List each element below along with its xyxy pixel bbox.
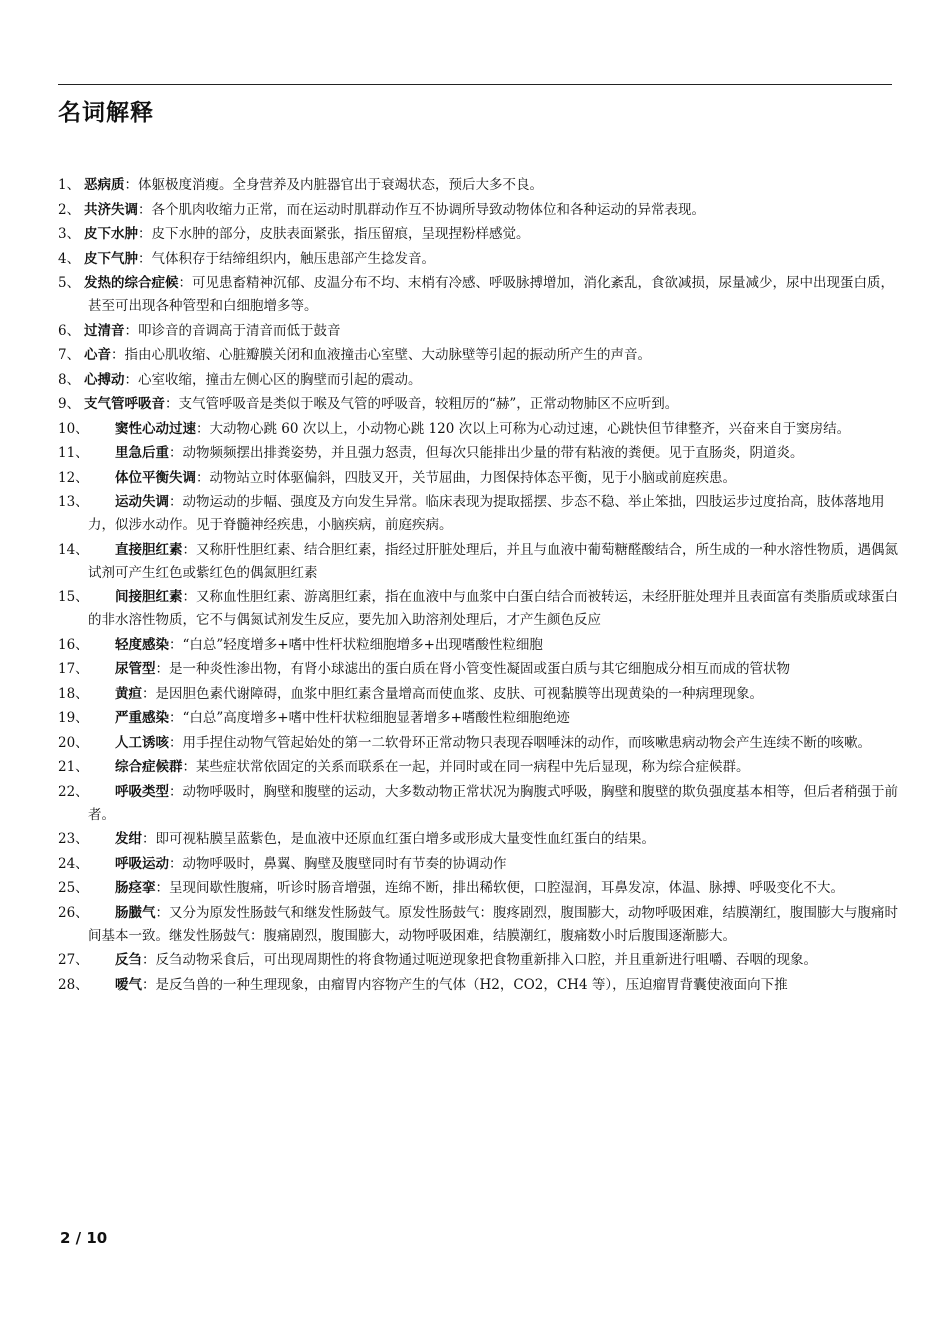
term-word: 人工诱咳 bbox=[115, 734, 169, 751]
term-definition: ：体躯极度消瘦。全身营养及内脏器官出于衰竭状态，预后大多不良。 bbox=[124, 177, 543, 193]
term-definition: ：呈现间歇性腹痛，听诊时肠音增强，连绵不断，排出稀软便，口腔湿润，耳鼻发凉，体温、脉搏、呼吸变化不大。 bbox=[155, 880, 844, 896]
term-word: 共济失调 bbox=[84, 201, 138, 218]
term-word: 心音 bbox=[84, 347, 111, 363]
term-word: 里急后重 bbox=[115, 445, 169, 461]
item-number: 16、 bbox=[58, 636, 89, 653]
item-number: 22、 bbox=[58, 783, 89, 800]
item-number: 26、 bbox=[58, 904, 89, 921]
term-word: 皮下气肿 bbox=[84, 250, 138, 267]
item-number: 18、 bbox=[58, 685, 89, 702]
term-word: 肠臌气 bbox=[115, 904, 156, 921]
term-definition: ：“白总”轻度增多+嗜中性杆状粒细胞增多+出现嗜酸性粒细胞 bbox=[169, 636, 543, 653]
list-item bbox=[58, 393, 904, 416]
term-word: 嗳气 bbox=[115, 976, 142, 993]
list-item bbox=[58, 369, 904, 392]
list-item bbox=[58, 223, 904, 246]
item-number: 2、 bbox=[58, 201, 81, 218]
term-definition: ：又分为原发性肠鼓气和继发性肠鼓气。原发性肠鼓气：腹疼剧烈，腹围膨大，动物呼吸困难，结膜潮红，腹围膨大与腹痛时间基本一致。继发性肠鼓气：腹痛剧烈，腹围膨大，动物呼吸困难，结膜潮红，腹痛数小时后腹围逐渐膨大。 bbox=[88, 904, 898, 944]
list-item bbox=[58, 634, 904, 657]
item-number: 8、 bbox=[58, 371, 81, 388]
term-definition: ：“白总”高度增多+嗜中性杆状粒细胞显著增多+嗜酸性粒细胞绝迹 bbox=[169, 710, 570, 726]
list-item bbox=[58, 539, 904, 585]
term-definition: ：用手捏住动物气管起始处的第一二软骨环正常动物只表现吞咽唾沫的动作，而咳嗽患病动物会产生连续不断的咳嗽。 bbox=[169, 734, 871, 751]
item-number: 6、 bbox=[58, 322, 81, 339]
term-word: 心搏动 bbox=[84, 371, 125, 388]
page-title: 名词解释 bbox=[58, 100, 154, 126]
term-word: 间接胆红素 bbox=[115, 589, 183, 605]
term-list bbox=[58, 174, 904, 998]
term-word: 呼吸类型 bbox=[115, 783, 169, 800]
term-definition: ：动物呼吸时，胸壁和腹壁的运动，大多数动物正常状况为胸腹式呼吸，胸壁和腹壁的欺负强度基本相等，但后者稍强于前者。 bbox=[88, 783, 898, 823]
term-definition: ：动物站立时体驱偏斜，四肢叉开，关节屈曲，力图保持体态平衡，见于小脑或前庭疾患。 bbox=[196, 469, 736, 486]
list-item bbox=[58, 756, 904, 779]
term-word: 尿管型 bbox=[115, 661, 156, 677]
item-number: 13、 bbox=[58, 494, 89, 510]
term-word: 皮下水肿 bbox=[84, 226, 138, 242]
item-number: 1、 bbox=[58, 177, 81, 193]
item-number: 14、 bbox=[58, 541, 89, 558]
term-word: 反刍 bbox=[115, 952, 142, 968]
item-number: 4、 bbox=[58, 250, 81, 267]
term-word: 过清音 bbox=[84, 322, 125, 339]
item-number: 21、 bbox=[58, 759, 89, 775]
item-number: 23、 bbox=[58, 831, 89, 847]
item-number: 10、 bbox=[58, 420, 89, 437]
term-definition: ：又称血性胆红素、游离胆红素，指在血液中与血浆中白蛋白结合而被转运，未经肝脏处理并且表面富有类脂质或球蛋白的非水溶性物质，它不与偶氮试剂发生反应，要先加入助溶剂处理后，才产生颜色反应 bbox=[88, 589, 898, 628]
item-number: 17、 bbox=[58, 661, 89, 677]
term-definition: ：皮下水肿的部分，皮肤表面紧张，指压留痕，呈现捏粉样感觉。 bbox=[138, 226, 530, 242]
term-word: 黄疸 bbox=[115, 685, 142, 702]
item-number: 5、 bbox=[58, 275, 81, 291]
term-definition: ：是一种炎性渗出物，有肾小球滤出的蛋白质在肾小管变性凝固或蛋白质与其它细胞成分相互而成的管状物 bbox=[155, 661, 790, 677]
list-item bbox=[58, 683, 904, 706]
list-item bbox=[58, 344, 904, 367]
term-definition: ：又称肝性胆红素、结合胆红素，指经过肝脏处理后，并且与血液中葡萄糖醛酸结合，所生成的一种水溶性物质，遇偶氮试剂可产生红色或紫红色的偶氮胆红素 bbox=[88, 541, 898, 581]
list-item bbox=[58, 658, 904, 681]
list-item bbox=[58, 418, 904, 441]
term-word: 呼吸运动 bbox=[115, 855, 169, 872]
item-number: 15、 bbox=[58, 589, 89, 605]
list-item bbox=[58, 272, 904, 318]
term-word: 肠痉挛 bbox=[115, 880, 156, 896]
item-number: 7、 bbox=[58, 347, 81, 363]
term-word: 体位平衡失调 bbox=[115, 469, 196, 486]
item-number: 20、 bbox=[58, 734, 89, 751]
list-item bbox=[58, 467, 904, 490]
term-definition: ：可见患畜精神沉郁、皮温分布不均、末梢有冷感、呼吸脉搏增加，消化紊乱，食欲减损，尿量减少，尿中出现蛋白质，甚至可出现各种管型和白细胞增多等。 bbox=[88, 275, 894, 314]
list-item bbox=[58, 320, 904, 343]
item-number: 28、 bbox=[58, 976, 89, 993]
term-definition: ：是反刍兽的一种生理现象，由瘤胃内容物产生的气体（H2，CO2，CH4 等），压迫瘤胃背囊使液面向下推 bbox=[142, 976, 788, 993]
term-word: 发热的综合症候 bbox=[84, 275, 179, 291]
list-item bbox=[58, 732, 904, 755]
list-item bbox=[58, 902, 904, 948]
term-definition: ：指由心肌收缩、心脏瓣膜关闭和血液撞击心室壁、大动脉壁等引起的振动所产生的声音。 bbox=[111, 347, 651, 363]
term-definition: ：动物呼吸时，鼻翼、胸壁及腹壁同时有节奏的协调动作 bbox=[169, 855, 507, 872]
list-item bbox=[58, 199, 904, 222]
item-number: 11、 bbox=[58, 445, 89, 461]
term-word: 恶病质 bbox=[84, 177, 125, 193]
term-word: 发绀 bbox=[115, 831, 142, 847]
item-number: 3、 bbox=[58, 226, 81, 242]
term-word: 轻度感染 bbox=[115, 636, 169, 653]
term-word: 直接胆红素 bbox=[115, 541, 183, 558]
term-word: 运动失调 bbox=[115, 494, 169, 510]
term-definition: ：叩诊音的音调高于清音而低于鼓音 bbox=[124, 322, 341, 339]
term-word: 支气管呼吸音 bbox=[84, 396, 165, 412]
item-number: 27、 bbox=[58, 952, 89, 968]
term-word: 综合症候群 bbox=[115, 759, 183, 775]
term-word: 窦性心动过速 bbox=[115, 420, 196, 437]
term-definition: ：大动物心跳 60 次以上，小动物心跳 120 次以上可称为心动过速，心跳快但节律整齐，兴奋来自于窦房结。 bbox=[196, 420, 851, 437]
term-definition: ：气体积存于结缔组织内，触压患部产生捻发音。 bbox=[138, 250, 435, 267]
term-definition: ：即可视粘膜呈蓝紫色，是血液中还原血红蛋白增多或形成大量变性血红蛋白的结果。 bbox=[142, 831, 655, 847]
list-item bbox=[58, 828, 904, 851]
term-definition: ：动物频频摆出排粪姿势，并且强力怒责，但每次只能排出少量的带有粘液的粪便。见于直肠炎，阴道炎。 bbox=[169, 445, 804, 461]
list-item bbox=[58, 781, 904, 827]
term-definition: ：心室收缩，撞击左侧心区的胸壁而引起的震动。 bbox=[124, 371, 422, 388]
list-item bbox=[58, 853, 904, 876]
item-number: 19、 bbox=[58, 710, 89, 726]
term-word: 严重感染 bbox=[115, 710, 169, 726]
list-item bbox=[58, 442, 904, 465]
term-definition: ：各个肌肉收缩力正常，而在运动时肌群动作互不协调所导致动物体位和各种运动的异常表现。 bbox=[138, 201, 705, 218]
item-number: 25、 bbox=[58, 880, 89, 896]
list-item bbox=[58, 877, 904, 900]
term-definition: ：某些症状常依固定的关系而联系在一起，并同时或在同一病程中先后显现，称为综合症候群。 bbox=[182, 759, 750, 775]
term-definition: ：是因胆色素代谢障碍，血浆中胆红素含量增高而使血浆、皮肤、可视黏膜等出现黄染的一种病理现象。 bbox=[142, 685, 763, 702]
item-number: 9、 bbox=[58, 396, 81, 412]
term-definition: ：动物运动的步幅、强度及方向发生异常。临床表现为提取摇摆、步态不稳、举止笨拙，四肢运步过度抬高，肢体落地用力，似涉水动作。见于脊髓神经疾患，小脑疾病，前庭疾病。 bbox=[88, 494, 885, 533]
list-item bbox=[58, 974, 904, 997]
item-number: 12、 bbox=[58, 469, 89, 486]
page-number: 2 / 10 bbox=[60, 1229, 108, 1247]
header-rule bbox=[58, 84, 892, 85]
list-item bbox=[58, 248, 904, 271]
item-number: 24、 bbox=[58, 855, 89, 872]
list-item bbox=[58, 491, 904, 537]
list-item bbox=[58, 174, 904, 197]
term-definition: ：反刍动物采食后，可出现周期性的将食物通过呃逆现象把食物重新排入口腔，并且重新进行咀嚼、吞咽的现象。 bbox=[142, 952, 817, 968]
list-item bbox=[58, 586, 904, 632]
list-item bbox=[58, 949, 904, 972]
term-definition: ：支气管呼吸音是类似于喉及气管的呼吸音，较粗厉的“赫”，正常动物肺区不应听到。 bbox=[165, 396, 679, 412]
list-item bbox=[58, 707, 904, 730]
